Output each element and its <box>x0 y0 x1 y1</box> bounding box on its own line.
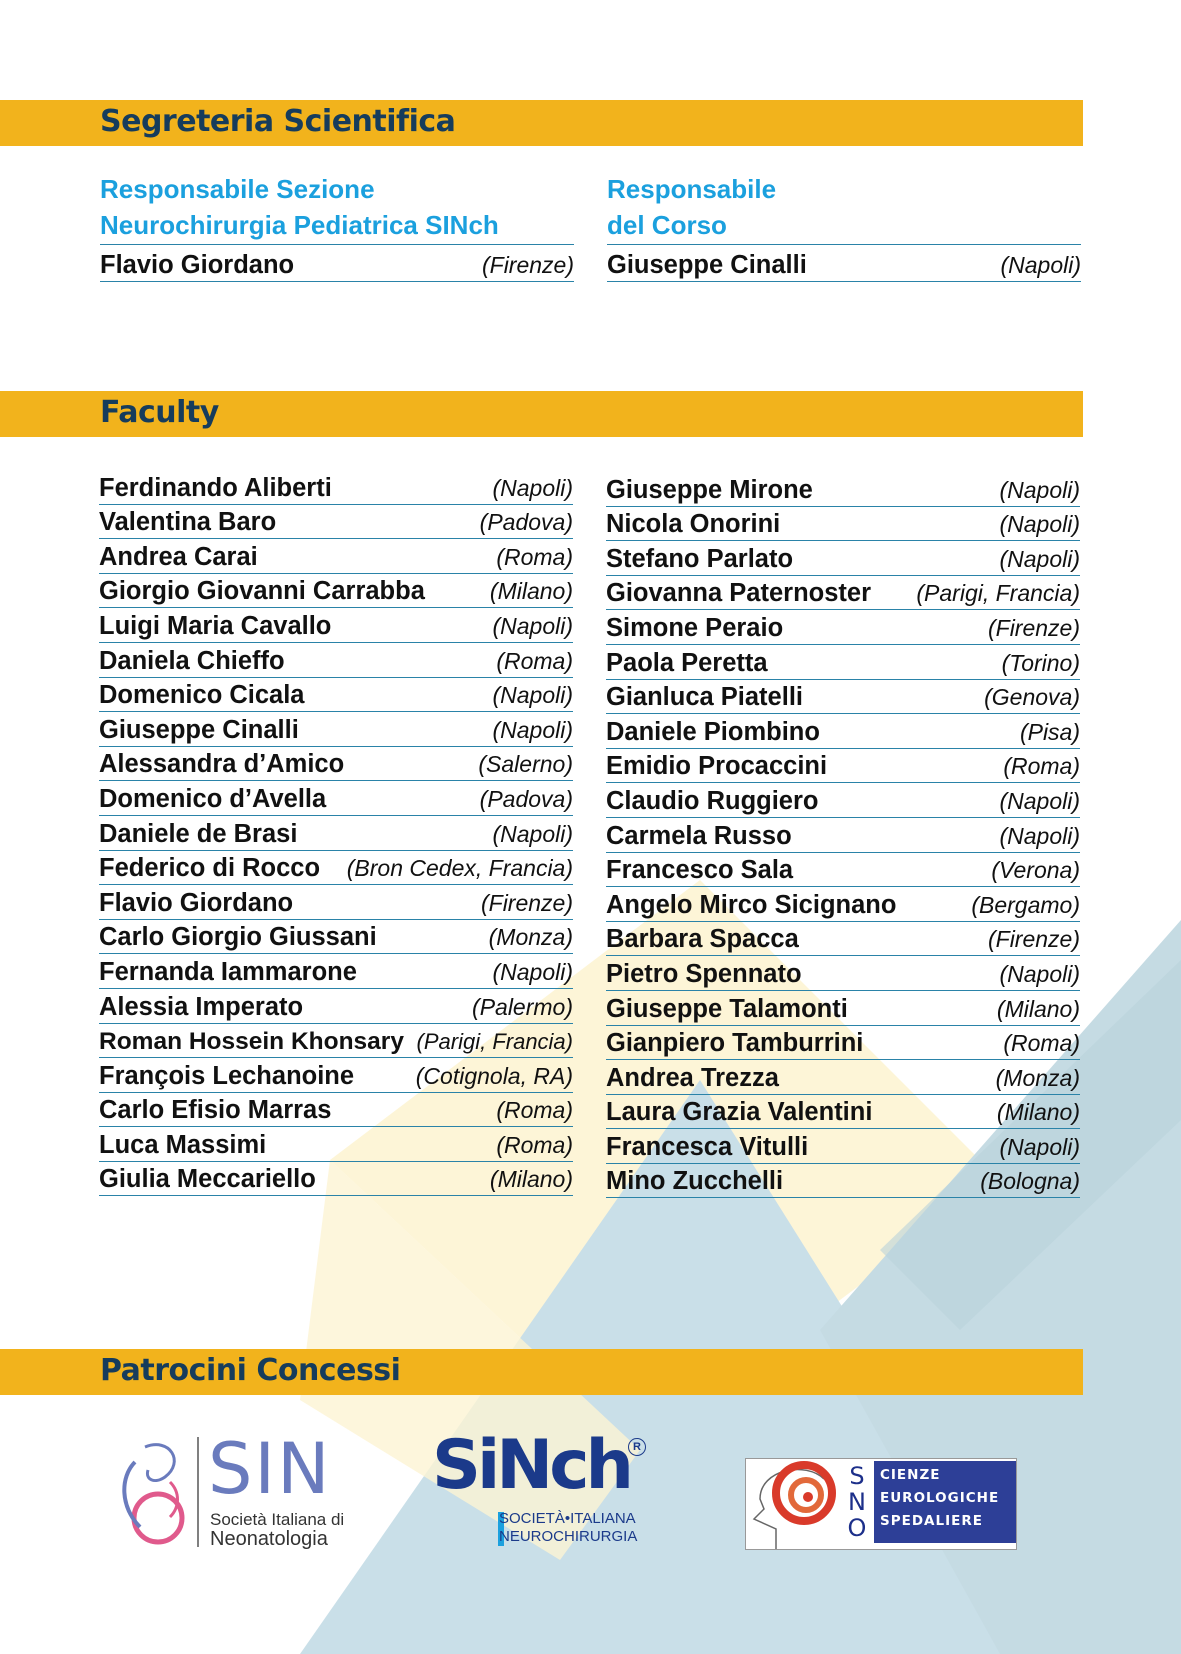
faculty-list-right <box>606 472 1080 1198</box>
faculty-name: Carlo Giorgio Giussani <box>99 923 377 952</box>
faculty-row <box>606 1026 1080 1061</box>
secretariat-right-person <box>607 245 1081 282</box>
faculty-city: (Roma) <box>496 543 573 570</box>
faculty-city: (Roma) <box>496 647 573 674</box>
faculty-name: Alessandra d’Amico <box>99 750 345 779</box>
faculty-name: Valentina Baro <box>99 508 277 537</box>
faculty-city: (Bron Cedex, Francia) <box>346 855 573 882</box>
faculty-city: (Milano) <box>489 578 573 605</box>
section-band-secretariat <box>0 100 1083 146</box>
sin-line2: Neonatologia <box>210 1528 328 1550</box>
faculty-row <box>606 472 1080 507</box>
faculty-city: (Roma) <box>1003 753 1080 780</box>
sino-letter: O <box>847 1514 867 1542</box>
faculty-city: (Roma) <box>1003 1030 1080 1057</box>
faculty-row <box>606 749 1080 784</box>
faculty-row <box>99 851 573 886</box>
faculty-city: (Parigi, Francia) <box>416 1029 573 1055</box>
faculty-row <box>99 505 573 540</box>
faculty-city: (Napoli) <box>999 1133 1080 1160</box>
faculty-name: Barbara Spacca <box>606 925 799 954</box>
faculty-row <box>99 954 573 989</box>
faculty-city: (Monza) <box>488 924 573 951</box>
faculty-row <box>99 678 573 713</box>
faculty-name: Gianpiero Tamburrini <box>606 1029 864 1058</box>
role-line: del Corso <box>607 210 727 240</box>
faculty-row <box>606 783 1080 818</box>
faculty-name: Giulia Meccariello <box>99 1165 316 1194</box>
faculty-row <box>99 747 573 782</box>
sino-letter: S <box>849 1462 865 1490</box>
sino-wordmark-box <box>874 1461 1016 1543</box>
faculty-city: (Napoli) <box>999 511 1080 538</box>
faculty-city: (Torino) <box>1001 649 1080 676</box>
faculty-city: (Bologna) <box>980 1168 1080 1195</box>
faculty-row <box>606 680 1080 715</box>
sino-letters <box>844 1463 870 1541</box>
person-city: (Napoli) <box>1000 252 1081 278</box>
secretariat-left-role <box>100 171 574 245</box>
faculty-city: (Napoli) <box>999 960 1080 987</box>
faculty-name: Fernanda Iammarone <box>99 957 357 986</box>
faculty-city: (Milano) <box>996 995 1080 1022</box>
faculty-city: (Napoli) <box>492 474 573 501</box>
faculty-city: (Pisa) <box>1019 718 1080 745</box>
faculty-row <box>99 781 573 816</box>
faculty-city: (Roma) <box>496 1131 573 1158</box>
faculty-row <box>606 1129 1080 1164</box>
faculty-city: (Padova) <box>479 785 573 812</box>
faculty-row <box>99 920 573 955</box>
faculty-city: (Genova) <box>984 684 1080 711</box>
faculty-row <box>606 922 1080 957</box>
faculty-city: (Verona) <box>991 857 1080 884</box>
faculty-row <box>606 1164 1080 1199</box>
faculty-row <box>606 507 1080 542</box>
section-band-patronage <box>0 1349 1083 1395</box>
secretariat-right-role <box>607 171 1081 245</box>
section-band-faculty <box>0 391 1083 437</box>
faculty-name: Giuseppe Talamonti <box>606 994 848 1023</box>
faculty-city: (Napoli) <box>492 958 573 985</box>
faculty-name: Carmela Russo <box>606 821 792 850</box>
faculty-name: Flavio Giordano <box>99 888 294 917</box>
faculty-city: (Firenze) <box>987 614 1080 641</box>
sinch-wordmark: SiNch <box>432 1426 630 1505</box>
faculty-city: (Palermo) <box>472 993 573 1020</box>
faculty-city: (Napoli) <box>492 612 573 639</box>
faculty-name: Mino Zucchelli <box>606 1167 784 1196</box>
faculty-row <box>606 714 1080 749</box>
faculty-row <box>99 885 573 920</box>
faculty-row <box>99 1162 573 1197</box>
faculty-city: (Bergamo) <box>971 891 1080 918</box>
faculty-name: Daniela Chieffo <box>99 646 285 675</box>
faculty-row <box>606 853 1080 888</box>
sin-logo <box>100 1428 345 1552</box>
faculty-name: Andrea Trezza <box>606 1063 779 1092</box>
faculty-name: Federico di Rocco <box>99 854 321 883</box>
sino-logo <box>745 1458 1017 1550</box>
faculty-name: Andrea Carai <box>99 542 258 571</box>
section-title-patronage: Patrocini Concessi <box>100 1353 401 1388</box>
faculty-city: (Napoli) <box>999 545 1080 572</box>
faculty-row <box>606 645 1080 680</box>
faculty-row <box>606 1060 1080 1095</box>
sino-letter: N <box>848 1488 866 1516</box>
person-city: (Firenze) <box>481 252 574 278</box>
faculty-row <box>99 574 573 609</box>
sino-head-spiral-icon <box>746 1459 846 1549</box>
faculty-city: (Cotignola, RA) <box>415 1062 573 1089</box>
sino-line: SPEDALIERE <box>880 1513 983 1529</box>
faculty-city: (Roma) <box>496 1097 573 1124</box>
faculty-row <box>99 608 573 643</box>
sinch-line2: NEUROCHIRURGIA <box>499 1528 638 1545</box>
faculty-name: Daniele de Brasi <box>99 819 298 848</box>
faculty-name: Domenico d’Avella <box>99 784 327 813</box>
faculty-city: (Milano) <box>489 1166 573 1193</box>
role-line: Responsabile Sezione <box>100 174 375 204</box>
faculty-row <box>99 712 573 747</box>
sino-line: CIENZE <box>880 1467 941 1483</box>
role-line: Neurochirurgia Pediatrica SINch <box>100 210 499 240</box>
faculty-row <box>99 539 573 574</box>
sinch-line1: SOCIETÀ•ITALIANA <box>499 1510 636 1527</box>
faculty-row <box>99 1127 573 1162</box>
faculty-city: (Napoli) <box>999 822 1080 849</box>
faculty-city: (Napoli) <box>492 820 573 847</box>
faculty-name: Giovanna Paternoster <box>606 579 871 608</box>
faculty-row <box>606 956 1080 991</box>
sinch-logo <box>432 1426 652 1550</box>
faculty-list-left <box>99 470 573 1196</box>
faculty-row <box>606 541 1080 576</box>
faculty-row <box>99 989 573 1024</box>
faculty-name: Francesca Vitulli <box>606 1132 809 1161</box>
faculty-name: Simone Peraio <box>606 613 784 642</box>
faculty-row <box>99 1024 573 1059</box>
faculty-name: Roman Hossein Khonsary <box>99 1028 404 1056</box>
secretariat-right <box>607 171 1081 282</box>
faculty-name: Paola Peretta <box>606 648 768 677</box>
faculty-city: (Napoli) <box>999 787 1080 814</box>
faculty-city: (Padova) <box>479 509 573 536</box>
faculty-row <box>606 991 1080 1026</box>
secretariat-left-person <box>100 245 574 282</box>
faculty-city: (Firenze) <box>480 889 573 916</box>
faculty-name: Alessia Imperato <box>99 992 304 1021</box>
faculty-name: Angelo Mirco Sicignano <box>606 890 897 919</box>
faculty-row <box>99 1058 573 1093</box>
secretariat-left <box>100 171 574 282</box>
faculty-name: Claudio Ruggiero <box>606 786 819 815</box>
sino-line: EUROLOGICHE <box>880 1490 1000 1506</box>
faculty-row <box>606 818 1080 853</box>
faculty-name: François Lechanoine <box>99 1061 355 1090</box>
faculty-name: Emidio Procaccini <box>606 752 828 781</box>
person-name: Flavio Giordano <box>100 251 295 279</box>
faculty-name: Francesco Sala <box>606 856 794 885</box>
faculty-row <box>99 1093 573 1128</box>
faculty-row <box>99 816 573 851</box>
faculty-row <box>99 470 573 505</box>
faculty-city: (Milano) <box>996 1099 1080 1126</box>
faculty-name: Stefano Parlato <box>606 544 794 573</box>
faculty-city: (Parigi, Francia) <box>916 580 1080 607</box>
faculty-name: Domenico Cicala <box>99 681 305 710</box>
faculty-name: Carlo Efisio Marras <box>99 1096 332 1125</box>
faculty-name: Laura Grazia Valentini <box>606 1098 873 1127</box>
faculty-name: Giuseppe Mirone <box>606 475 813 504</box>
registered-icon: R <box>628 1438 646 1456</box>
role-line: Responsabile <box>607 174 777 204</box>
faculty-city: (Napoli) <box>999 476 1080 503</box>
faculty-name: Pietro Spennato <box>606 959 802 988</box>
section-title-faculty: Faculty <box>100 395 219 430</box>
faculty-city: (Napoli) <box>492 682 573 709</box>
faculty-name: Luigi Maria Cavallo <box>99 611 332 640</box>
faculty-row <box>606 887 1080 922</box>
faculty-name: Nicola Onorini <box>606 510 781 539</box>
faculty-name: Daniele Piombino <box>606 717 820 746</box>
faculty-name: Luca Massimi <box>99 1130 267 1159</box>
sin-acronym: SIN <box>208 1428 332 1510</box>
section-title-secretariat: Segreteria Scientifica <box>100 104 456 139</box>
sin-line1: Società Italiana di <box>210 1510 345 1529</box>
faculty-row <box>606 576 1080 611</box>
faculty-row <box>606 610 1080 645</box>
faculty-name: Gianluca Piatelli <box>606 683 803 712</box>
faculty-name: Giuseppe Cinalli <box>99 715 299 744</box>
faculty-row <box>99 643 573 678</box>
faculty-city: (Salerno) <box>478 751 573 778</box>
faculty-row <box>606 1095 1080 1130</box>
faculty-city: (Firenze) <box>987 926 1080 953</box>
person-name: Giuseppe Cinalli <box>607 251 807 279</box>
faculty-city: (Monza) <box>995 1064 1080 1091</box>
faculty-name: Ferdinando Aliberti <box>99 473 332 502</box>
faculty-city: (Napoli) <box>492 716 573 743</box>
faculty-name: Giorgio Giovanni Carrabba <box>99 577 425 606</box>
